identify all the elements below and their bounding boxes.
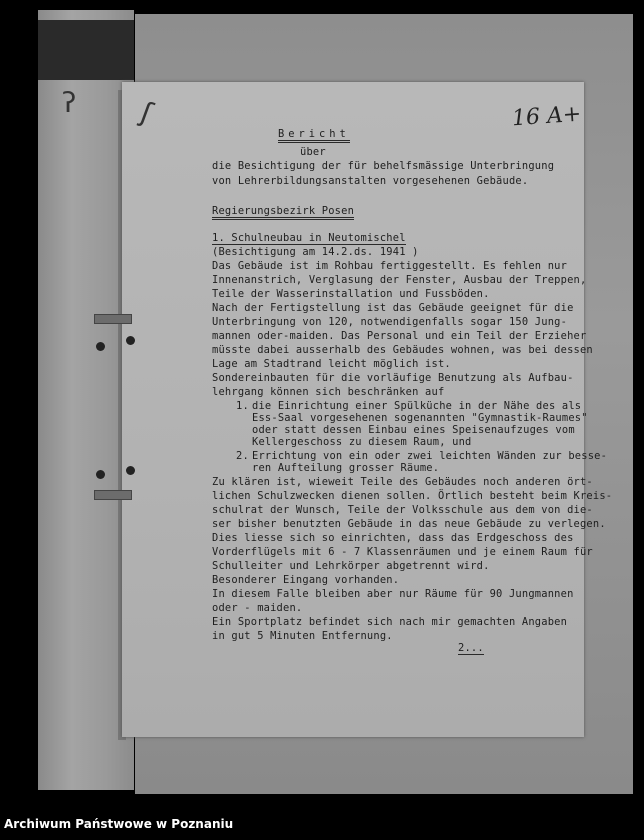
hook-mark-right: ʃ bbox=[136, 95, 157, 130]
hook-mark-left: ʔ bbox=[62, 86, 77, 119]
closing-line: Schulleiter und Lehrkörper abgetrennt wird. bbox=[212, 560, 490, 572]
closing-line: In diesem Falle bleiben aber nur Räume für 90 Jungmannen bbox=[212, 588, 574, 600]
body-line: Unterbringung von 120, notwendigenfalls sogar 150 Jung- bbox=[212, 316, 568, 328]
closing-line: Zu klären ist, wieweit Teile des Gebäudes noch anderen ört- bbox=[212, 476, 593, 488]
page-continuation: 2... bbox=[458, 642, 484, 654]
report-title: Bericht bbox=[278, 128, 350, 143]
closing-line: in gut 5 Minuten Entfernung. bbox=[212, 630, 393, 642]
body-line: Das Gebäude ist im Rohbau fertiggestellt. Es fehlen nur bbox=[212, 260, 568, 272]
list-item-number: 1. bbox=[236, 400, 249, 412]
report-subtitle-word: über bbox=[300, 146, 326, 158]
closing-line: Ein Sportplatz befindet sich nach mir gemachten Angaben bbox=[212, 616, 568, 628]
body-line: Innenanstrich, Verglasung der Fenster, Ausbau der Treppen, bbox=[212, 274, 587, 286]
list-item-line: ren Aufteilung grosser Räume. bbox=[252, 462, 440, 474]
archive-footer: Archiwum Państwowe w Poznaniu bbox=[4, 817, 234, 831]
list-item-number: 2. bbox=[236, 450, 249, 462]
region-heading: Regierungsbezirk Posen bbox=[212, 205, 354, 220]
archive-folio-number: 16 A+ bbox=[511, 101, 583, 132]
closing-line: lichen Schulzwecken dienen sollen. Örtlich besteht beim Kreis- bbox=[212, 490, 613, 502]
inspection-date: (Besichtigung am 14.2.ds. 1941 ) bbox=[212, 246, 419, 258]
list-item-line: Ess-Saal vorgesehenen sogenannten "Gymnastik-Raumes" bbox=[252, 412, 588, 424]
report-subtitle-line: die Besichtigung der für behelfsmässige Unterbringung bbox=[212, 160, 555, 172]
closing-line: Besonderer Eingang vorhanden. bbox=[212, 574, 400, 586]
section-heading: 1. Schulneubau in Neutomischel bbox=[212, 232, 406, 244]
body-line: lehrgang können sich beschränken auf bbox=[212, 386, 445, 398]
body-line: mannen oder-maiden. Das Personal und ein Teil der Erzieher bbox=[212, 330, 587, 342]
list-item-line: Errichtung von ein oder zwei leichten Wänden zur besse- bbox=[252, 450, 608, 462]
closing-line: schulrat der Wunsch, Teile der Volksschule aus dem von die- bbox=[212, 504, 593, 516]
closing-line: oder - maiden. bbox=[212, 602, 303, 614]
body-line: Teile der Wasserinstallation und Fussböden. bbox=[212, 288, 490, 300]
list-item-line: die Einrichtung einer Spülküche in der Nähe des als bbox=[252, 400, 582, 412]
list-item-line: Kellergeschoss zu diesem Raum, und bbox=[252, 436, 472, 448]
body-line: müsste dabei ausserhalb des Gebäudes wohnen, was bei dessen bbox=[212, 344, 593, 356]
closing-line: Dies liesse sich so einrichten, dass das Erdgeschoss des bbox=[212, 532, 574, 544]
list-item-line: oder statt dessen Einbau eines Speisenaufzuges vom bbox=[252, 424, 575, 436]
body-line: Sondereinbauten für die vorläufige Benutzung als Aufbau- bbox=[212, 372, 574, 384]
body-line: Nach der Fertigstellung ist das Gebäude geeignet für die bbox=[212, 302, 574, 314]
body-line: Lage am Stadtrand leicht möglich ist. bbox=[212, 358, 451, 370]
report-subtitle-line: von Lehrerbildungsanstalten vorgesehenen Gebäude. bbox=[212, 175, 529, 187]
closing-line: ser bisher benutzten Gebäude in das neue Gebäude zu verlegen. bbox=[212, 518, 606, 530]
closing-line: Vorderflügels mit 6 - 7 Klassenräumen und je einem Raum für bbox=[212, 546, 593, 558]
